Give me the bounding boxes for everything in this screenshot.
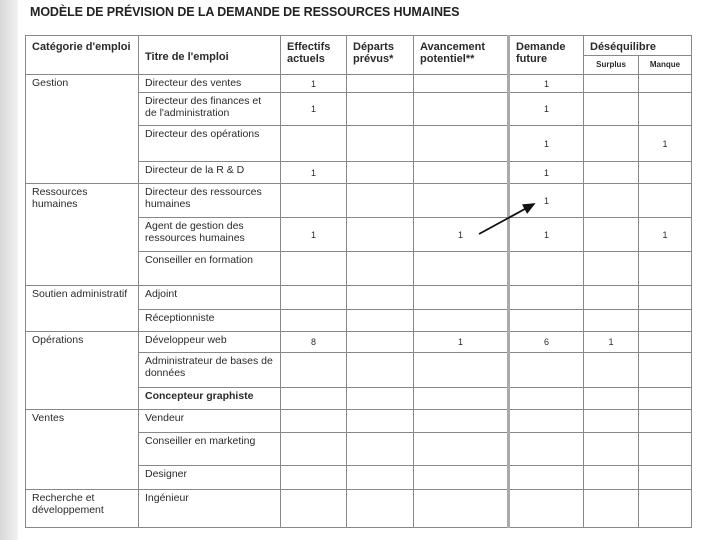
effectifs-cell: 1 xyxy=(281,75,347,93)
departs-cell xyxy=(347,93,414,126)
job-title-cell: Vendeur xyxy=(139,410,281,433)
avancement-cell xyxy=(414,433,509,466)
effectifs-cell xyxy=(281,310,347,332)
avancement-cell xyxy=(414,310,509,332)
manque-cell: 1 xyxy=(639,126,692,162)
job-title-cell: Directeur de la R & D xyxy=(139,162,281,184)
header-departs: Départs prévus* xyxy=(347,36,414,75)
demande-cell: 1 xyxy=(509,184,584,218)
header-demande: Demande future xyxy=(509,36,584,75)
departs-cell xyxy=(347,332,414,353)
demande-cell: 1 xyxy=(509,75,584,93)
avancement-cell: 1 xyxy=(414,218,509,252)
header-categorie: Catégorie d'emploi xyxy=(26,36,139,75)
surplus-cell xyxy=(584,126,639,162)
effectifs-cell xyxy=(281,410,347,433)
effectifs-cell xyxy=(281,433,347,466)
table-row xyxy=(26,332,692,353)
surplus-cell xyxy=(584,410,639,433)
hr-forecast-table xyxy=(25,35,692,528)
surplus-cell xyxy=(584,252,639,286)
departs-cell xyxy=(347,388,414,410)
category-cell: Ventes xyxy=(26,410,139,490)
avancement-cell: 1 xyxy=(414,332,509,353)
table-row xyxy=(26,490,692,528)
effectifs-cell: 8 xyxy=(281,332,347,353)
surplus-cell xyxy=(584,433,639,466)
surplus-cell: 1 xyxy=(584,332,639,353)
surplus-cell xyxy=(584,218,639,252)
manque-cell xyxy=(639,353,692,388)
category-cell: Recherche et développement xyxy=(26,490,139,528)
demande-cell: 1 xyxy=(509,162,584,184)
surplus-cell xyxy=(584,466,639,490)
demande-cell xyxy=(509,410,584,433)
table-row xyxy=(26,184,692,218)
manque-cell xyxy=(639,310,692,332)
departs-cell xyxy=(347,184,414,218)
departs-cell xyxy=(347,286,414,310)
departs-cell xyxy=(347,410,414,433)
departs-cell xyxy=(347,252,414,286)
job-title-cell: Concepteur graphiste xyxy=(139,388,281,410)
demande-cell xyxy=(509,310,584,332)
category-cell: Ressources humaines xyxy=(26,184,139,286)
departs-cell xyxy=(347,490,414,528)
job-title-cell: Conseiller en marketing xyxy=(139,433,281,466)
job-title-cell: Agent de gestion des ressources humaines xyxy=(139,218,281,252)
category-cell: Opérations xyxy=(26,332,139,410)
departs-cell xyxy=(347,433,414,466)
manque-cell xyxy=(639,410,692,433)
demande-cell xyxy=(509,466,584,490)
effectifs-cell xyxy=(281,126,347,162)
surplus-cell xyxy=(584,75,639,93)
job-title-cell: Réceptionniste xyxy=(139,310,281,332)
effectifs-cell: 1 xyxy=(281,162,347,184)
job-title-cell: Adjoint xyxy=(139,286,281,310)
effectifs-cell: 1 xyxy=(281,93,347,126)
document-title: MODÈLE DE PRÉVISION DE LA DEMANDE DE RESSOURCES HUMAINES xyxy=(30,5,460,19)
manque-cell xyxy=(639,252,692,286)
avancement-cell xyxy=(414,162,509,184)
surplus-cell xyxy=(584,310,639,332)
effectifs-cell xyxy=(281,388,347,410)
manque-cell: 1 xyxy=(639,218,692,252)
job-title-cell: Développeur web xyxy=(139,332,281,353)
avancement-cell xyxy=(414,126,509,162)
demande-cell xyxy=(509,490,584,528)
surplus-cell xyxy=(584,184,639,218)
job-title-cell: Directeur des ressources humaines xyxy=(139,184,281,218)
table-row xyxy=(26,286,692,310)
manque-cell xyxy=(639,286,692,310)
manque-cell xyxy=(639,433,692,466)
demande-cell xyxy=(509,353,584,388)
effectifs-cell xyxy=(281,353,347,388)
effectifs-cell: 1 xyxy=(281,218,347,252)
demande-cell xyxy=(509,388,584,410)
demande-cell: 1 xyxy=(509,93,584,126)
departs-cell xyxy=(347,162,414,184)
avancement-cell xyxy=(414,286,509,310)
job-title-cell: Administrateur de bases de données xyxy=(139,353,281,388)
left-edge-strip xyxy=(0,0,18,540)
manque-cell xyxy=(639,184,692,218)
job-title-cell: Designer xyxy=(139,466,281,490)
effectifs-cell xyxy=(281,286,347,310)
departs-cell xyxy=(347,466,414,490)
header-effectifs: Effectifs actuels xyxy=(281,36,347,75)
effectifs-cell xyxy=(281,252,347,286)
departs-cell xyxy=(347,126,414,162)
demande-cell: 6 xyxy=(509,332,584,353)
manque-cell xyxy=(639,75,692,93)
surplus-cell xyxy=(584,388,639,410)
header-avancement: Avancement potentiel** xyxy=(414,36,509,75)
effectifs-cell xyxy=(281,490,347,528)
demande-cell xyxy=(509,252,584,286)
avancement-cell xyxy=(414,490,509,528)
avancement-cell xyxy=(414,410,509,433)
header-manque: Manque xyxy=(639,56,692,75)
departs-cell xyxy=(347,75,414,93)
surplus-cell xyxy=(584,93,639,126)
demande-cell: 1 xyxy=(509,126,584,162)
table-row xyxy=(26,410,692,433)
avancement-cell xyxy=(414,93,509,126)
header-desequilibre: Déséquilibre xyxy=(584,36,692,56)
departs-cell xyxy=(347,353,414,388)
table-row xyxy=(26,75,692,93)
departs-cell xyxy=(347,218,414,252)
surplus-cell xyxy=(584,286,639,310)
demande-cell xyxy=(509,286,584,310)
surplus-cell xyxy=(584,162,639,184)
manque-cell xyxy=(639,93,692,126)
avancement-cell xyxy=(414,252,509,286)
category-cell: Soutien administratif xyxy=(26,286,139,332)
header-surplus: Surplus xyxy=(584,56,639,75)
surplus-cell xyxy=(584,353,639,388)
job-title-cell: Directeur des opérations xyxy=(139,126,281,162)
surplus-cell xyxy=(584,490,639,528)
manque-cell xyxy=(639,490,692,528)
job-title-cell: Directeur des ventes xyxy=(139,75,281,93)
manque-cell xyxy=(639,162,692,184)
job-title-cell: Conseiller en formation xyxy=(139,252,281,286)
manque-cell xyxy=(639,466,692,490)
departs-cell xyxy=(347,310,414,332)
demande-cell xyxy=(509,433,584,466)
job-title-cell: Ingénieur xyxy=(139,490,281,528)
avancement-cell xyxy=(414,466,509,490)
avancement-cell xyxy=(414,353,509,388)
avancement-cell xyxy=(414,75,509,93)
demande-cell: 1 xyxy=(509,218,584,252)
job-title-cell: Directeur des finances et de l'administration xyxy=(139,93,281,126)
effectifs-cell xyxy=(281,466,347,490)
avancement-cell xyxy=(414,184,509,218)
header-titre: Titre de l'emploi xyxy=(139,36,281,75)
category-cell: Gestion xyxy=(26,75,139,184)
effectifs-cell xyxy=(281,184,347,218)
manque-cell xyxy=(639,332,692,353)
avancement-cell xyxy=(414,388,509,410)
manque-cell xyxy=(639,388,692,410)
